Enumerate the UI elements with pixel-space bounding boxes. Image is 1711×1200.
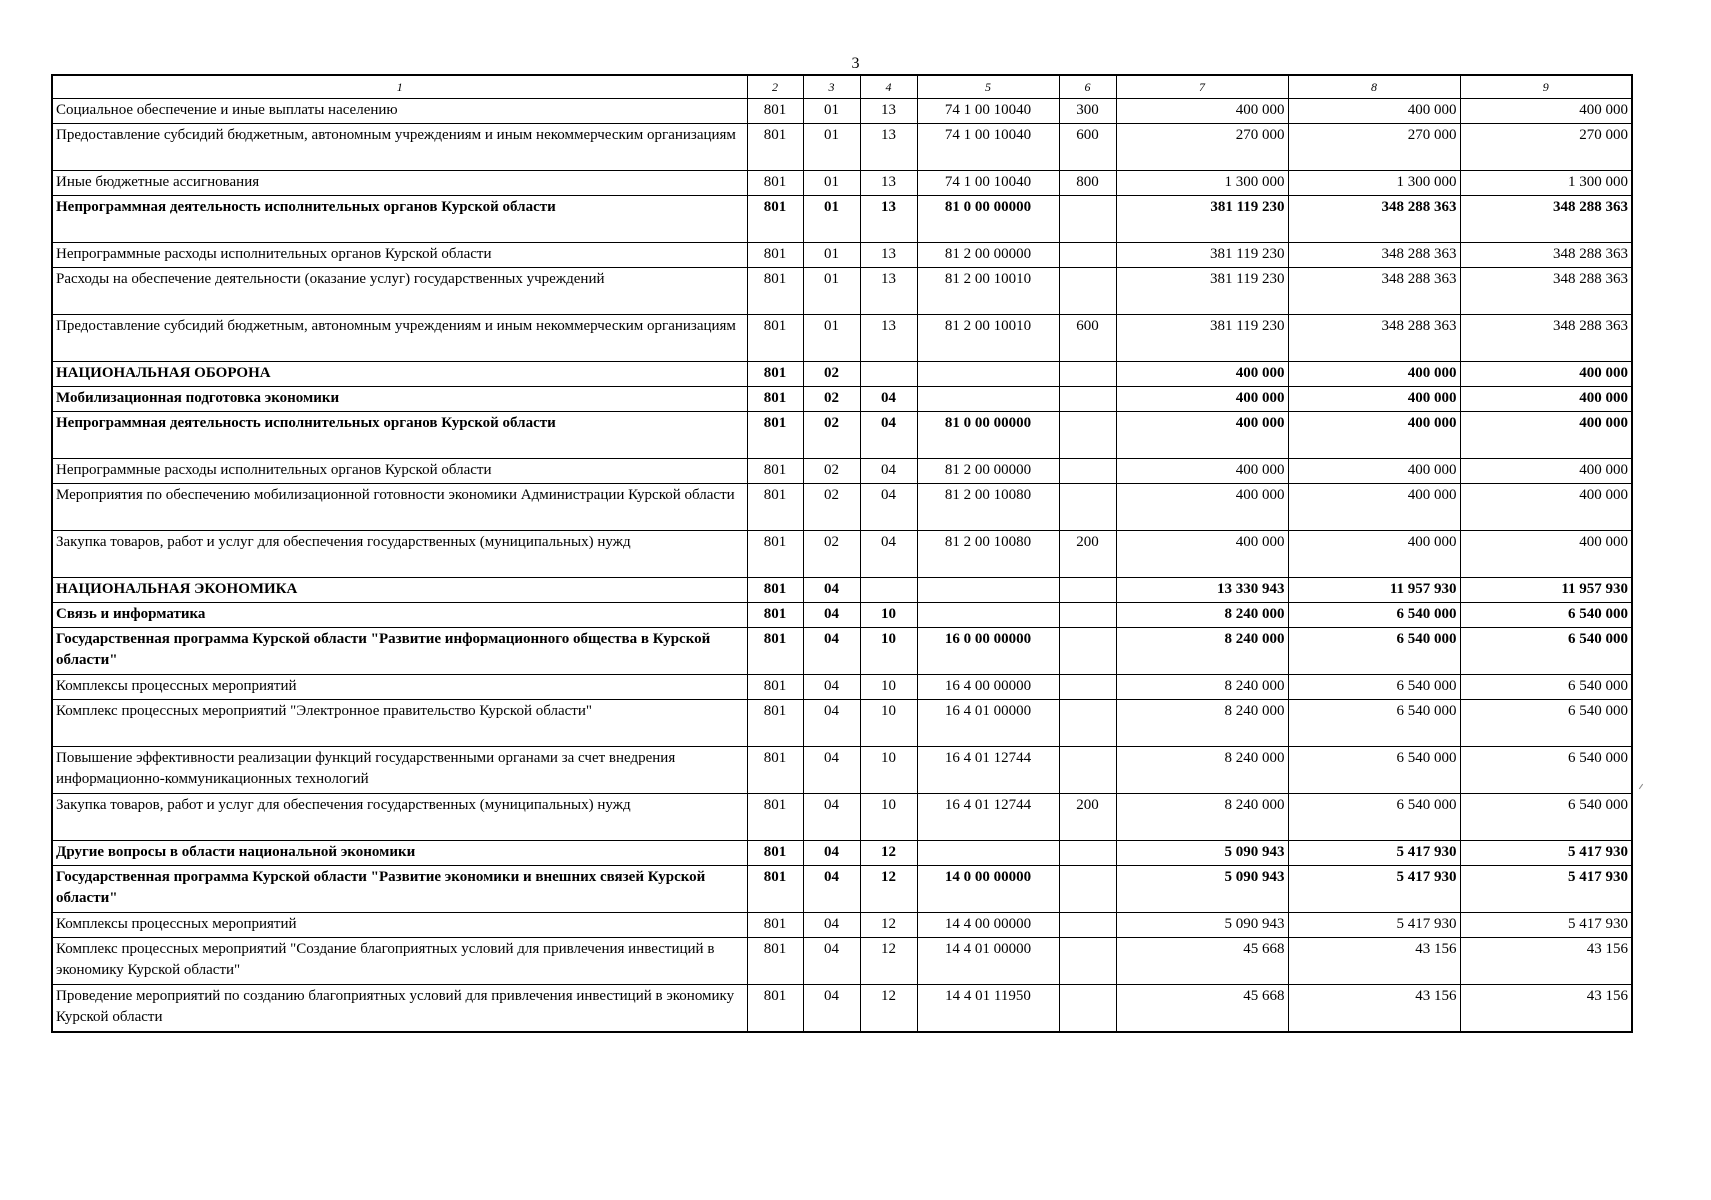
admin-code-cell: 801: [747, 913, 803, 938]
admin-code-cell: 801: [747, 268, 803, 315]
row-name-cell: Другие вопросы в области национальной экономики: [52, 841, 747, 866]
amount-col7-cell: 45 668: [1116, 938, 1288, 985]
table-row: [52, 243, 1632, 268]
amount-col9-cell: 270 000: [1460, 124, 1632, 171]
amount-col7-cell: 400 000: [1116, 531, 1288, 578]
amount-col9-cell: 1 300 000: [1460, 171, 1632, 196]
table-row: [52, 603, 1632, 628]
section-code-cell: 04: [803, 794, 860, 841]
amount-col8-cell: 400 000: [1288, 531, 1460, 578]
target-article-cell: [917, 841, 1059, 866]
amount-col8-cell: 400 000: [1288, 412, 1460, 459]
row-name-cell: Государственная программа Курской области "Развитие информационного общества в Курской области": [52, 628, 747, 675]
column-number: 9: [1460, 75, 1632, 99]
amount-col9-cell: 43 156: [1460, 985, 1632, 1033]
expense-type-cell: [1059, 628, 1116, 675]
amount-col8-cell: 400 000: [1288, 362, 1460, 387]
subsection-code-cell: 13: [860, 196, 917, 243]
table-row: [52, 700, 1632, 747]
table-row: [52, 841, 1632, 866]
expense-type-cell: [1059, 913, 1116, 938]
amount-col8-cell: 348 288 363: [1288, 268, 1460, 315]
table-row: [52, 578, 1632, 603]
amount-col8-cell: 5 417 930: [1288, 913, 1460, 938]
subsection-code-cell: [860, 362, 917, 387]
amount-col7-cell: 400 000: [1116, 362, 1288, 387]
amount-col7-cell: 270 000: [1116, 124, 1288, 171]
admin-code-cell: 801: [747, 387, 803, 412]
table-row: [52, 268, 1632, 315]
admin-code-cell: 801: [747, 124, 803, 171]
table-row: [52, 362, 1632, 387]
admin-code-cell: 801: [747, 675, 803, 700]
target-article-cell: 81 2 00 10010: [917, 315, 1059, 362]
section-code-cell: 02: [803, 387, 860, 412]
amount-col9-cell: 400 000: [1460, 387, 1632, 412]
target-article-cell: 74 1 00 10040: [917, 99, 1059, 124]
amount-col9-cell: 348 288 363: [1460, 243, 1632, 268]
budget-table: [51, 74, 1633, 1033]
row-name-cell: Непрограммная деятельность исполнительных органов Курской области: [52, 412, 747, 459]
table-row: [52, 459, 1632, 484]
amount-col9-cell: 400 000: [1460, 531, 1632, 578]
row-name-cell: Непрограммные расходы исполнительных органов Курской области: [52, 243, 747, 268]
expense-type-cell: [1059, 578, 1116, 603]
amount-col9-cell: 400 000: [1460, 362, 1632, 387]
expense-type-cell: [1059, 243, 1116, 268]
table-row: [52, 938, 1632, 985]
admin-code-cell: 801: [747, 578, 803, 603]
admin-code-cell: 801: [747, 459, 803, 484]
row-name-cell: Социальное обеспечение и иные выплаты населению: [52, 99, 747, 124]
expense-type-cell: [1059, 196, 1116, 243]
amount-col9-cell: 348 288 363: [1460, 196, 1632, 243]
row-name-cell: Мероприятия по обеспечению мобилизационной готовности экономики Администрации Курской области: [52, 484, 747, 531]
amount-col9-cell: 6 540 000: [1460, 700, 1632, 747]
target-article-cell: 81 2 00 10010: [917, 268, 1059, 315]
table-row: [52, 531, 1632, 578]
row-name-cell: Непрограммная деятельность исполнительных органов Курской области: [52, 196, 747, 243]
amount-col8-cell: 400 000: [1288, 99, 1460, 124]
section-code-cell: 02: [803, 362, 860, 387]
target-article-cell: [917, 362, 1059, 387]
amount-col8-cell: 270 000: [1288, 124, 1460, 171]
expense-type-cell: 800: [1059, 171, 1116, 196]
amount-col7-cell: 8 240 000: [1116, 794, 1288, 841]
table-row: [52, 412, 1632, 459]
amount-col9-cell: 5 417 930: [1460, 913, 1632, 938]
admin-code-cell: 801: [747, 628, 803, 675]
amount-col8-cell: 348 288 363: [1288, 243, 1460, 268]
amount-col8-cell: 6 540 000: [1288, 794, 1460, 841]
subsection-code-cell: 12: [860, 913, 917, 938]
amount-col9-cell: 6 540 000: [1460, 747, 1632, 794]
section-code-cell: 02: [803, 484, 860, 531]
subsection-code-cell: 12: [860, 938, 917, 985]
subsection-code-cell: 10: [860, 603, 917, 628]
amount-col7-cell: 8 240 000: [1116, 700, 1288, 747]
amount-col7-cell: 400 000: [1116, 459, 1288, 484]
amount-col7-cell: 8 240 000: [1116, 675, 1288, 700]
target-article-cell: 81 2 00 10080: [917, 484, 1059, 531]
admin-code-cell: 801: [747, 531, 803, 578]
expense-type-cell: [1059, 362, 1116, 387]
amount-col7-cell: 8 240 000: [1116, 747, 1288, 794]
target-article-cell: 81 0 00 00000: [917, 412, 1059, 459]
table-row: [52, 124, 1632, 171]
subsection-code-cell: 12: [860, 866, 917, 913]
section-code-cell: 02: [803, 412, 860, 459]
target-article-cell: 14 0 00 00000: [917, 866, 1059, 913]
amount-col9-cell: 400 000: [1460, 412, 1632, 459]
amount-col7-cell: 381 119 230: [1116, 268, 1288, 315]
section-code-cell: 01: [803, 171, 860, 196]
expense-type-cell: [1059, 985, 1116, 1033]
amount-col7-cell: 5 090 943: [1116, 841, 1288, 866]
column-number: 2: [747, 75, 803, 99]
amount-col8-cell: 5 417 930: [1288, 866, 1460, 913]
expense-type-cell: [1059, 412, 1116, 459]
target-article-cell: 74 1 00 10040: [917, 171, 1059, 196]
table-row: [52, 171, 1632, 196]
expense-type-cell: [1059, 603, 1116, 628]
admin-code-cell: 801: [747, 315, 803, 362]
subsection-code-cell: [860, 578, 917, 603]
row-name-cell: Иные бюджетные ассигнования: [52, 171, 747, 196]
expense-type-cell: 600: [1059, 315, 1116, 362]
row-name-cell: Комплексы процессных мероприятий: [52, 675, 747, 700]
amount-col8-cell: 11 957 930: [1288, 578, 1460, 603]
expense-type-cell: [1059, 387, 1116, 412]
target-article-cell: [917, 603, 1059, 628]
subsection-code-cell: 13: [860, 268, 917, 315]
section-code-cell: 01: [803, 268, 860, 315]
amount-col8-cell: 1 300 000: [1288, 171, 1460, 196]
amount-col9-cell: 348 288 363: [1460, 315, 1632, 362]
row-name-cell: Предоставление субсидий бюджетным, автономным учреждениям и иным некоммерческим организациям: [52, 124, 747, 171]
section-code-cell: 04: [803, 938, 860, 985]
subsection-code-cell: 13: [860, 124, 917, 171]
subsection-code-cell: 10: [860, 628, 917, 675]
amount-col8-cell: 43 156: [1288, 938, 1460, 985]
expense-type-cell: [1059, 841, 1116, 866]
target-article-cell: 81 2 00 00000: [917, 459, 1059, 484]
target-article-cell: 16 4 01 12744: [917, 747, 1059, 794]
admin-code-cell: 801: [747, 99, 803, 124]
amount-col8-cell: 6 540 000: [1288, 700, 1460, 747]
amount-col8-cell: 400 000: [1288, 459, 1460, 484]
amount-col9-cell: 43 156: [1460, 938, 1632, 985]
section-code-cell: 04: [803, 628, 860, 675]
target-article-cell: 16 0 00 00000: [917, 628, 1059, 675]
target-article-cell: [917, 387, 1059, 412]
amount-col7-cell: 8 240 000: [1116, 603, 1288, 628]
row-name-cell: Повышение эффективности реализации функций государственными органами за счет внедрения информационно-коммуникационных технологий: [52, 747, 747, 794]
section-code-cell: 04: [803, 700, 860, 747]
section-code-cell: 01: [803, 243, 860, 268]
subsection-code-cell: 04: [860, 387, 917, 412]
expense-type-cell: 300: [1059, 99, 1116, 124]
row-name-cell: Непрограммные расходы исполнительных органов Курской области: [52, 459, 747, 484]
subsection-code-cell: 04: [860, 412, 917, 459]
amount-col8-cell: 400 000: [1288, 484, 1460, 531]
section-code-cell: 04: [803, 913, 860, 938]
admin-code-cell: 801: [747, 841, 803, 866]
expense-type-cell: 200: [1059, 531, 1116, 578]
amount-col9-cell: 6 540 000: [1460, 794, 1632, 841]
amount-col7-cell: 45 668: [1116, 985, 1288, 1033]
section-code-cell: 04: [803, 841, 860, 866]
row-name-cell: Комплексы процессных мероприятий: [52, 913, 747, 938]
column-number: 6: [1059, 75, 1116, 99]
section-code-cell: 02: [803, 531, 860, 578]
table-row: [52, 675, 1632, 700]
row-name-cell: Мобилизационная подготовка экономики: [52, 387, 747, 412]
amount-col7-cell: 381 119 230: [1116, 315, 1288, 362]
amount-col8-cell: 348 288 363: [1288, 196, 1460, 243]
admin-code-cell: 801: [747, 196, 803, 243]
table-row: [52, 484, 1632, 531]
amount-col7-cell: 13 330 943: [1116, 578, 1288, 603]
admin-code-cell: 801: [747, 362, 803, 387]
admin-code-cell: 801: [747, 985, 803, 1033]
table-row: [52, 747, 1632, 794]
amount-col9-cell: 400 000: [1460, 459, 1632, 484]
amount-col7-cell: 381 119 230: [1116, 243, 1288, 268]
table-row: [52, 387, 1632, 412]
amount-col8-cell: 6 540 000: [1288, 675, 1460, 700]
amount-col9-cell: 6 540 000: [1460, 603, 1632, 628]
admin-code-cell: 801: [747, 171, 803, 196]
row-name-cell: Расходы на обеспечение деятельности (оказание услуг) государственных учреждений: [52, 268, 747, 315]
section-code-cell: 04: [803, 985, 860, 1033]
amount-col8-cell: 6 540 000: [1288, 603, 1460, 628]
row-name-cell: Связь и информатика: [52, 603, 747, 628]
amount-col9-cell: 5 417 930: [1460, 866, 1632, 913]
amount-col7-cell: 400 000: [1116, 99, 1288, 124]
column-number: 4: [860, 75, 917, 99]
admin-code-cell: 801: [747, 412, 803, 459]
section-code-cell: 04: [803, 866, 860, 913]
section-code-cell: 01: [803, 124, 860, 171]
table-row: [52, 628, 1632, 675]
row-name-cell: Комплекс процессных мероприятий "Электронное правительство Курской области": [52, 700, 747, 747]
target-article-cell: 14 4 01 00000: [917, 938, 1059, 985]
row-name-cell: НАЦИОНАЛЬНАЯ ЭКОНОМИКА: [52, 578, 747, 603]
subsection-code-cell: 10: [860, 747, 917, 794]
admin-code-cell: 801: [747, 243, 803, 268]
expense-type-cell: [1059, 700, 1116, 747]
table-row: [52, 99, 1632, 124]
amount-col8-cell: 43 156: [1288, 985, 1460, 1033]
amount-col7-cell: 400 000: [1116, 484, 1288, 531]
expense-type-cell: [1059, 866, 1116, 913]
amount-col8-cell: 6 540 000: [1288, 747, 1460, 794]
admin-code-cell: 801: [747, 603, 803, 628]
target-article-cell: 81 2 00 10080: [917, 531, 1059, 578]
amount-col9-cell: 5 417 930: [1460, 841, 1632, 866]
admin-code-cell: 801: [747, 484, 803, 531]
subsection-code-cell: 13: [860, 243, 917, 268]
row-name-cell: НАЦИОНАЛЬНАЯ ОБОРОНА: [52, 362, 747, 387]
row-name-cell: Закупка товаров, работ и услуг для обеспечения государственных (муниципальных) нужд: [52, 531, 747, 578]
amount-col8-cell: 6 540 000: [1288, 628, 1460, 675]
section-code-cell: 02: [803, 459, 860, 484]
target-article-cell: 81 0 00 00000: [917, 196, 1059, 243]
table-row: [52, 913, 1632, 938]
table-row: [52, 794, 1632, 841]
amount-col7-cell: 5 090 943: [1116, 866, 1288, 913]
subsection-code-cell: 10: [860, 700, 917, 747]
target-article-cell: 74 1 00 10040: [917, 124, 1059, 171]
subsection-code-cell: 12: [860, 985, 917, 1033]
section-code-cell: 04: [803, 578, 860, 603]
section-code-cell: 04: [803, 603, 860, 628]
amount-col7-cell: 8 240 000: [1116, 628, 1288, 675]
amount-col7-cell: 381 119 230: [1116, 196, 1288, 243]
column-number: 3: [803, 75, 860, 99]
amount-col7-cell: 5 090 943: [1116, 913, 1288, 938]
subsection-code-cell: 13: [860, 315, 917, 362]
column-number: 1: [52, 75, 747, 99]
amount-col7-cell: 400 000: [1116, 412, 1288, 459]
target-article-cell: [917, 578, 1059, 603]
amount-col9-cell: 6 540 000: [1460, 675, 1632, 700]
expense-type-cell: [1059, 938, 1116, 985]
scan-mark: [1639, 784, 1643, 789]
expense-type-cell: [1059, 459, 1116, 484]
row-name-cell: Закупка товаров, работ и услуг для обеспечения государственных (муниципальных) нужд: [52, 794, 747, 841]
subsection-code-cell: 10: [860, 675, 917, 700]
table-row: [52, 866, 1632, 913]
section-code-cell: 04: [803, 675, 860, 700]
target-article-cell: 16 4 01 12744: [917, 794, 1059, 841]
target-article-cell: 81 2 00 00000: [917, 243, 1059, 268]
subsection-code-cell: 04: [860, 459, 917, 484]
target-article-cell: 14 4 00 00000: [917, 913, 1059, 938]
section-code-cell: 01: [803, 196, 860, 243]
column-number-row: [52, 75, 1632, 99]
subsection-code-cell: 13: [860, 171, 917, 196]
amount-col9-cell: 348 288 363: [1460, 268, 1632, 315]
amount-col9-cell: 11 957 930: [1460, 578, 1632, 603]
target-article-cell: 16 4 01 00000: [917, 700, 1059, 747]
table-row: [52, 985, 1632, 1033]
amount-col7-cell: 400 000: [1116, 387, 1288, 412]
column-number: 5: [917, 75, 1059, 99]
subsection-code-cell: 13: [860, 99, 917, 124]
admin-code-cell: 801: [747, 794, 803, 841]
admin-code-cell: 801: [747, 938, 803, 985]
expense-type-cell: 200: [1059, 794, 1116, 841]
table-row: [52, 315, 1632, 362]
subsection-code-cell: 04: [860, 531, 917, 578]
expense-type-cell: [1059, 675, 1116, 700]
section-code-cell: 04: [803, 747, 860, 794]
expense-type-cell: 600: [1059, 124, 1116, 171]
target-article-cell: 14 4 01 11950: [917, 985, 1059, 1033]
row-name-cell: Государственная программа Курской области "Развитие экономики и внешних связей Курской области": [52, 866, 747, 913]
page-number: 3: [851, 55, 860, 72]
admin-code-cell: 801: [747, 866, 803, 913]
amount-col7-cell: 1 300 000: [1116, 171, 1288, 196]
admin-code-cell: 801: [747, 747, 803, 794]
expense-type-cell: [1059, 268, 1116, 315]
section-code-cell: 01: [803, 99, 860, 124]
row-name-cell: Предоставление субсидий бюджетным, автономным учреждениям и иным некоммерческим организациям: [52, 315, 747, 362]
subsection-code-cell: 12: [860, 841, 917, 866]
subsection-code-cell: 04: [860, 484, 917, 531]
column-number: 7: [1116, 75, 1288, 99]
table-row: [52, 196, 1632, 243]
expense-type-cell: [1059, 484, 1116, 531]
subsection-code-cell: 10: [860, 794, 917, 841]
amount-col9-cell: 6 540 000: [1460, 628, 1632, 675]
admin-code-cell: 801: [747, 700, 803, 747]
row-name-cell: Проведение мероприятий по созданию благоприятных условий для привлечения инвестиций в экономику Курской области: [52, 985, 747, 1033]
amount-col8-cell: 5 417 930: [1288, 841, 1460, 866]
amount-col9-cell: 400 000: [1460, 484, 1632, 531]
section-code-cell: 01: [803, 315, 860, 362]
amount-col9-cell: 400 000: [1460, 99, 1632, 124]
amount-col8-cell: 400 000: [1288, 387, 1460, 412]
amount-col8-cell: 348 288 363: [1288, 315, 1460, 362]
target-article-cell: 16 4 00 00000: [917, 675, 1059, 700]
expense-type-cell: [1059, 747, 1116, 794]
row-name-cell: Комплекс процессных мероприятий "Создание благоприятных условий для привлечения инвестиций в экономику Курской области": [52, 938, 747, 985]
column-number: 8: [1288, 75, 1460, 99]
